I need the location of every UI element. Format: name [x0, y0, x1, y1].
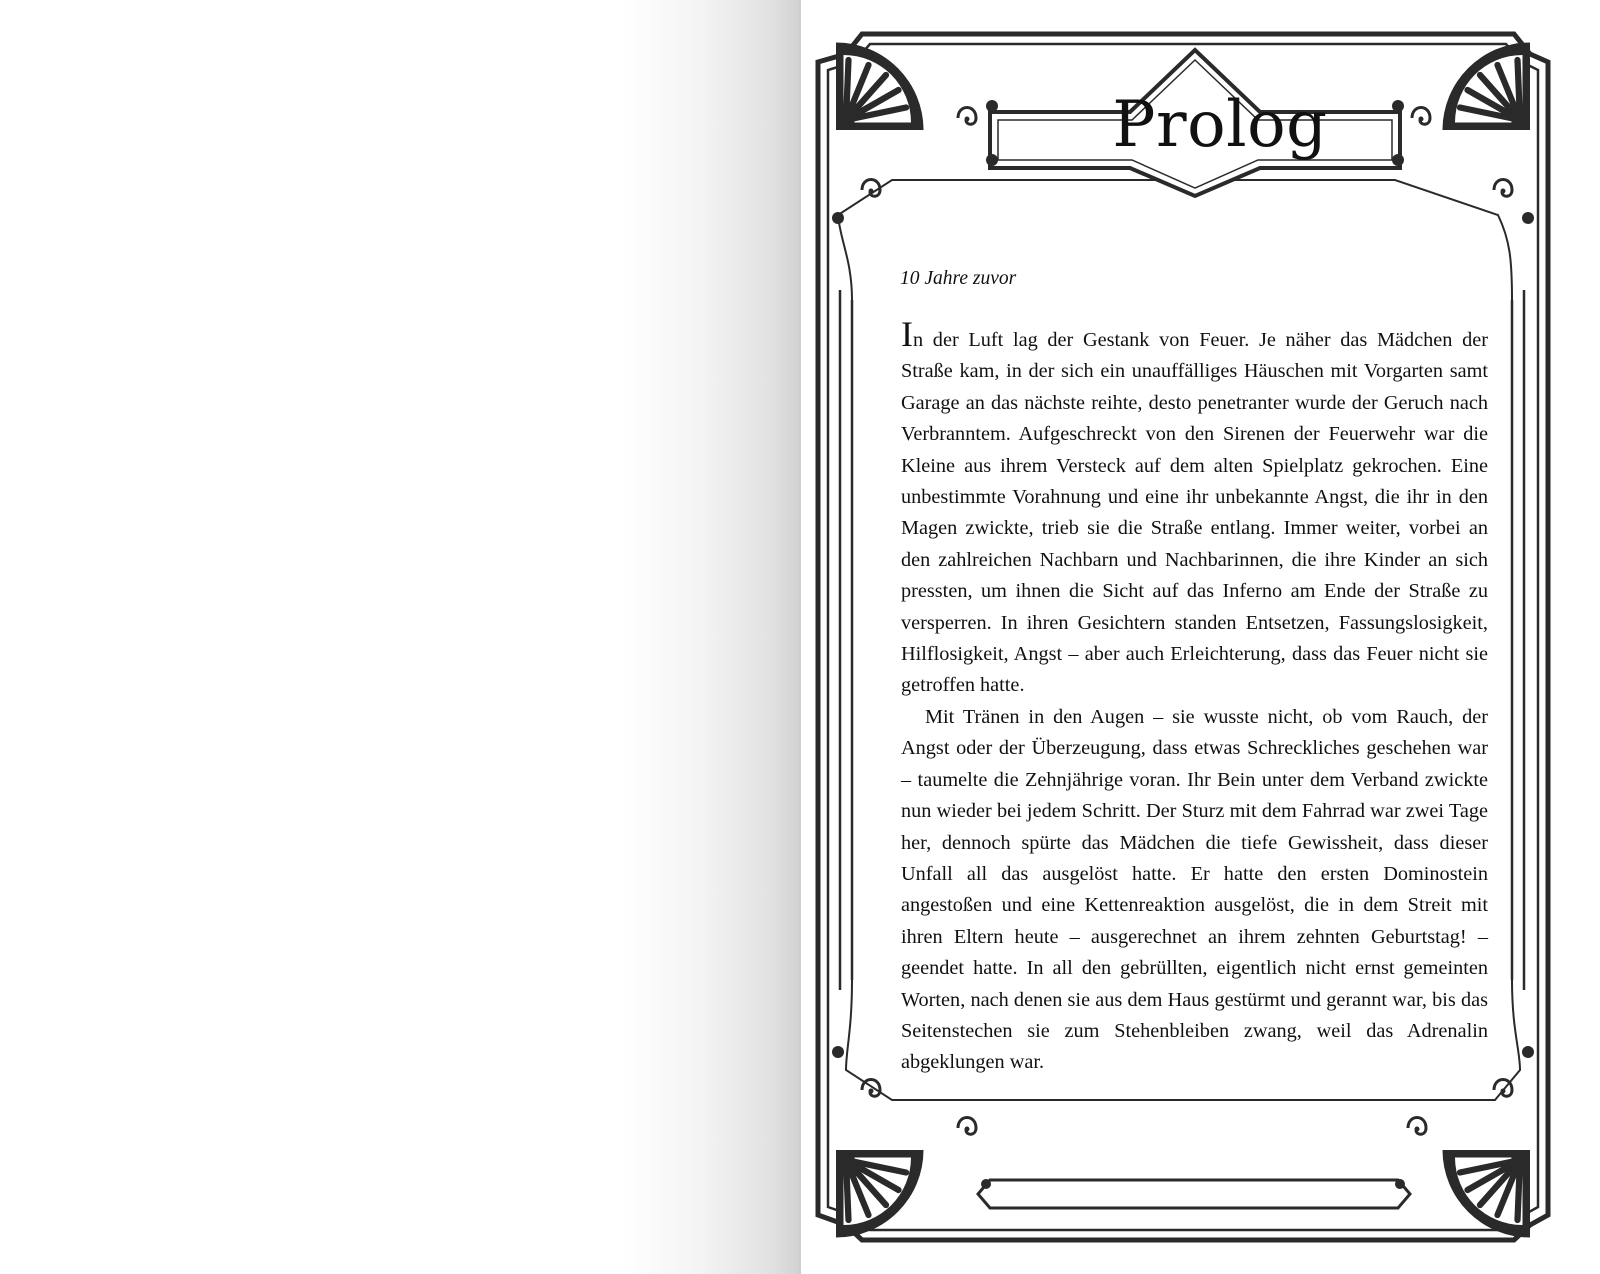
body-text — [901, 314, 1488, 1079]
chapter-subtitle: 10 Jahre zuvor — [900, 268, 1017, 289]
fan-ornament-icon — [836, 43, 924, 131]
paragraph-text: n der Luft lag der Gestank von Feuer. Je näher das Mädchen der Straße kam, in der sich ein unauffälliges Häuschen mit Vorgarten samt Garage an das nächste reihte, desto penetranter wurde der Geruch nach Verbranntem. Aufgeschreckt von den Sirenen der Feuerwehr war die Kleine aus ihrem Versteck auf dem alten Spielplatz gekrochen. Eine unbestimmte Vorahnung und eine ihr unbekannte Angst, die ihr in den Magen zwickte, trieb sie die Straße entlang. Immer weiter, vorbei an den zahlreichen Nachbarn und Nachbarinnen, die ihre Kinder an sich pressten, um ihnen die Sicht auf das Inferno am Ende der Straße zu versperren. In ihren Gesichtern standen Entsetzen, Fassungslosigkeit, Hilflosigkeit, Angst – aber auch Erleichterung, dass das Feuer nicht sie getroffen hatte. — [901, 329, 1488, 697]
fan-ornament-icon — [836, 1150, 924, 1238]
scroll-curl-icon — [862, 1080, 880, 1097]
paragraph — [901, 314, 1488, 702]
paragraph: Mit Tränen in den Augen – sie wusste nicht, ob vom Rauch, der Angst oder der Überzeugung, dass etwas Schreckliches geschehen war – taumelte die Zehnjährige voran. Ihr Bein unter dem Verband zwickte nun wieder bei jedem Schritt. Der Sturz mit dem Fahrrad war zwei Tage her, dennoch spürte das Mädchen die tiefe Gewissheit, dass dieser Unfall all das ausgelöst hatte. Er hatte den ersten Dominostein angestoßen und eine Kettenreaktion ausgelöst, die in dem Streit mit ihren Eltern heute – ausgerechnet an ihrem zehnten Geburtstag! – geendet hatte. In all den gebrüllten, eigentlich nicht ernst gemeinten Worten, nach denen sie aus dem Haus gestürmt und gerannt war, bis das Seitenstechen sie zum Stehenbleiben zwang, weil das Adrenalin abgeklungen war. — [901, 705, 1488, 1074]
fan-ornament-icon — [1443, 43, 1531, 131]
scroll-curl-icon — [958, 1118, 976, 1135]
scroll-curl-icon — [1494, 180, 1512, 197]
drop-cap: I — [901, 314, 913, 354]
chapter-title: Prolog — [1112, 88, 1328, 162]
scroll-curl-icon — [862, 180, 880, 197]
fan-ornament-icon — [1443, 1150, 1531, 1238]
scroll-curl-icon — [1408, 1118, 1426, 1135]
scroll-curl-icon — [1494, 1080, 1512, 1097]
